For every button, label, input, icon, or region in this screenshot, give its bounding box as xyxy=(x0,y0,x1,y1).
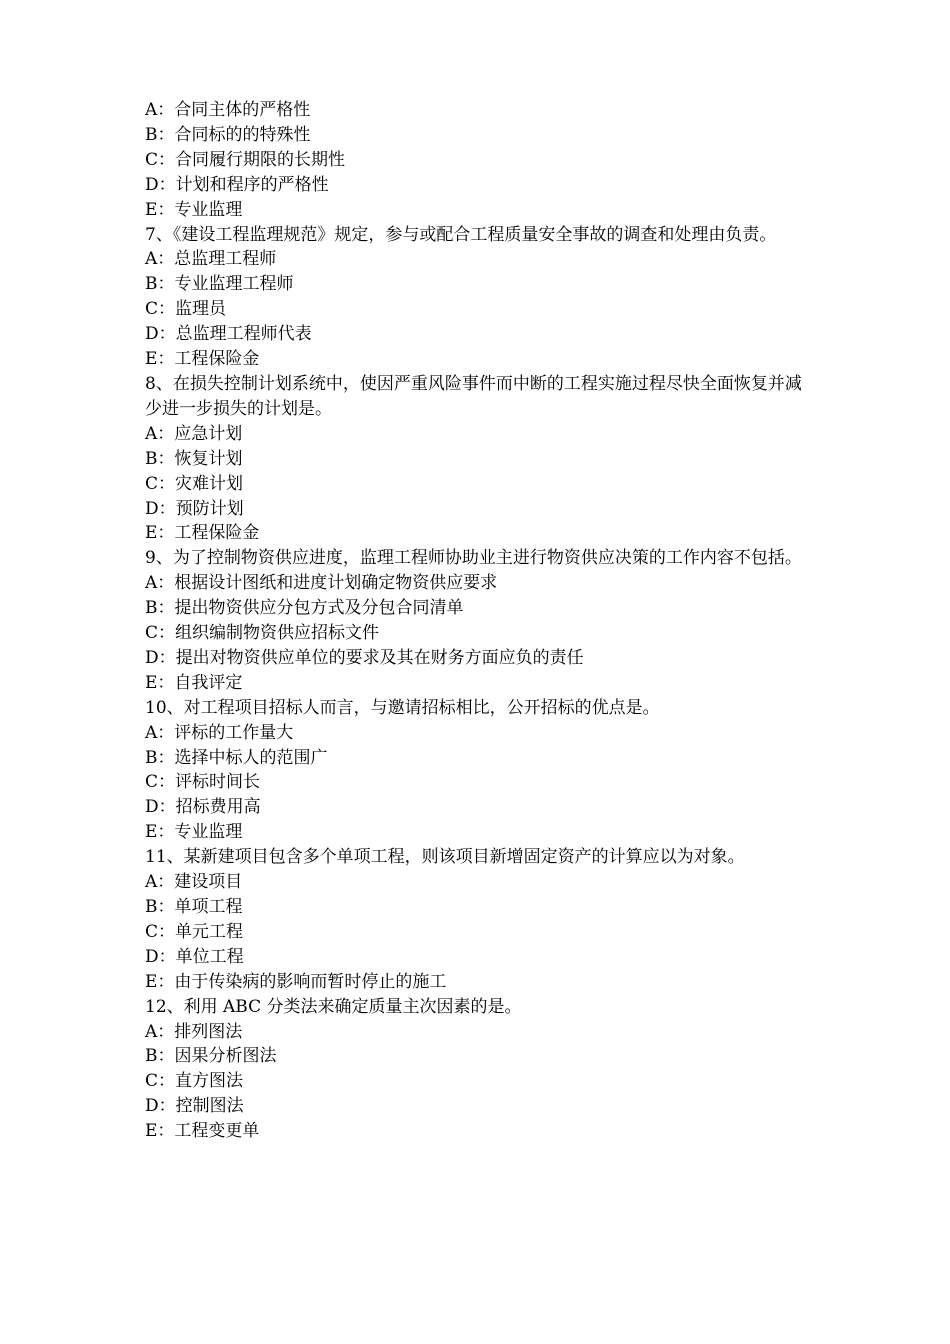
option-b: B：专业监理工程师 xyxy=(145,274,294,295)
option-e: E：工程保险金 xyxy=(145,349,260,370)
question-stem: 11、某新建项目包含多个单项工程，则该项目新增固定资产的计算应以为对象。 xyxy=(145,847,745,868)
question-11 xyxy=(145,845,815,994)
prev-question-options xyxy=(145,98,815,223)
option-e: E：由于传染病的影响而暂时停止的施工 xyxy=(145,971,447,992)
question-stem: 8、在损失控制计划系统中，使因严重风险事件而中断的工程实施过程尽快全面恢复并减少进一步损失的计划是。 xyxy=(145,373,802,419)
question-stem: 12、利用 ABC 分类法来确定质量主次因素的是。 xyxy=(145,996,522,1017)
option-a: A：评标的工作量大 xyxy=(145,722,294,743)
option-c: C：合同履行期限的长期性 xyxy=(145,149,346,170)
option-a: A：建设项目 xyxy=(145,872,243,893)
option-e: E：专业监理 xyxy=(145,199,243,220)
option-d: D：招标费用高 xyxy=(145,797,261,818)
document-page xyxy=(145,98,815,1144)
option-b: B：提出物资供应分包方式及分包合同清单 xyxy=(145,598,464,619)
option-c: C：监理员 xyxy=(145,299,227,320)
option-d: D：提出对物资供应单位的要求及其在财务方面应负的责任 xyxy=(145,647,584,668)
option-b: B：选择中标人的范围广 xyxy=(145,747,328,768)
option-a: A：合同主体的严格性 xyxy=(145,100,311,120)
option-b: B：恢复计划 xyxy=(145,448,243,469)
question-7 xyxy=(145,223,815,372)
question-10 xyxy=(145,696,815,845)
option-d: D：控制图法 xyxy=(145,1096,244,1117)
option-e: E：工程变更单 xyxy=(145,1121,260,1142)
option-e: E：专业监理 xyxy=(145,822,243,843)
option-c: C：评标时间长 xyxy=(145,772,261,793)
option-c: C：直方图法 xyxy=(145,1071,244,1092)
option-e: E：工程保险金 xyxy=(145,523,260,544)
question-8 xyxy=(145,372,815,546)
question-12 xyxy=(145,995,815,1144)
option-e: E：自我评定 xyxy=(145,672,243,693)
option-d: D：总监理工程师代表 xyxy=(145,324,312,345)
option-c: C：单元工程 xyxy=(145,921,244,942)
option-d: D：计划和程序的严格性 xyxy=(145,174,329,195)
option-a: A：排列图法 xyxy=(145,1021,243,1042)
question-stem: 10、对工程项目招标人而言，与邀请招标相比，公开招标的优点是。 xyxy=(145,697,660,718)
option-b: B：单项工程 xyxy=(145,897,243,917)
question-stem: 9、为了控制物资供应进度，监理工程师协助业主进行物资供应决策的工作内容不包括。 xyxy=(145,548,802,569)
question-9 xyxy=(145,546,815,695)
option-d: D：预防计划 xyxy=(145,498,244,519)
option-c: C：组织编制物资供应招标文件 xyxy=(145,623,380,644)
option-a: A：应急计划 xyxy=(145,423,243,444)
option-b: B：合同标的的特殊性 xyxy=(145,124,311,145)
option-a: A：总监理工程师 xyxy=(145,249,277,270)
option-d: D：单位工程 xyxy=(145,946,244,967)
option-c: C：灾难计划 xyxy=(145,473,244,494)
option-a: A：根据设计图纸和进度计划确定物资供应要求 xyxy=(145,573,498,594)
option-b: B：因果分析图法 xyxy=(145,1046,277,1067)
question-stem: 7、《建设工程监理规范》规定，参与或配合工程质量安全事故的调查和处理由负责。 xyxy=(145,224,777,245)
